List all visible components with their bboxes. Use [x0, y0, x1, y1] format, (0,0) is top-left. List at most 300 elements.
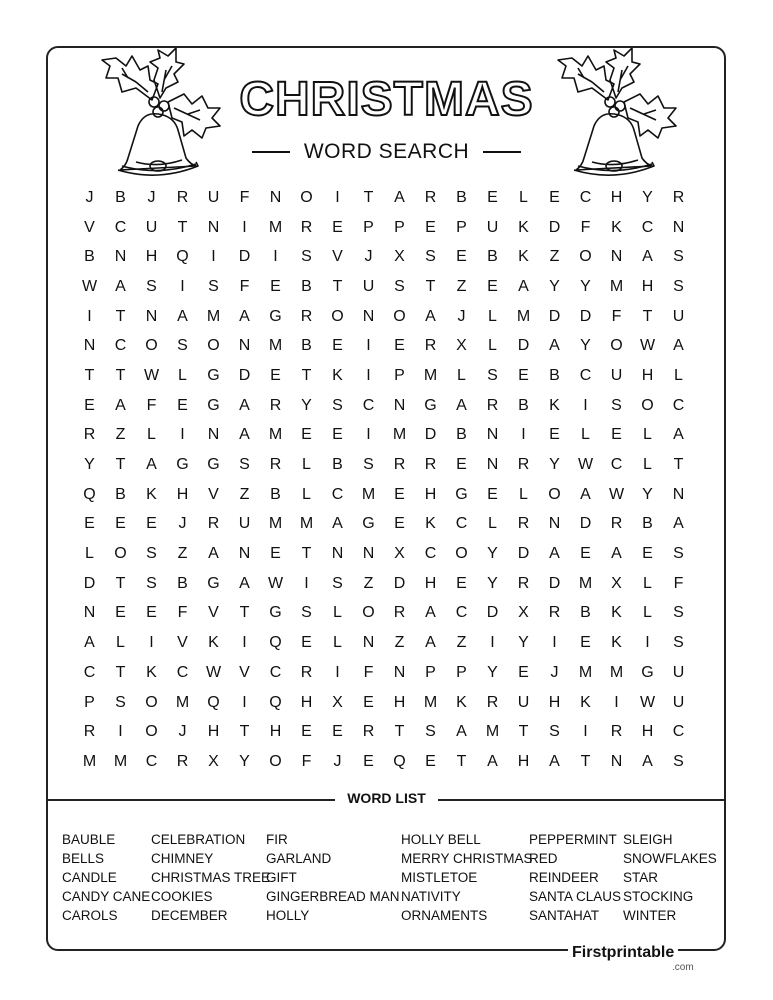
grid-letter: Y — [239, 752, 250, 770]
grid-letter: E — [425, 752, 436, 770]
grid-letter: T — [642, 307, 653, 325]
grid-letter: R — [362, 723, 375, 741]
grid-letter: I — [335, 188, 340, 206]
grid-letter: I — [614, 693, 619, 711]
grid-letter: A — [425, 604, 436, 622]
word-list-item: GARLAND — [266, 851, 332, 866]
grid-letter: T — [363, 188, 374, 206]
grid-letter: C — [269, 663, 282, 681]
grid-letter: K — [456, 693, 467, 711]
word-list-item: FIR — [266, 832, 288, 847]
grid-letter: C — [641, 218, 654, 236]
grid-letter: M — [361, 485, 376, 503]
grid-letter: K — [208, 634, 219, 652]
grid-letter: L — [643, 604, 652, 622]
grid-letter: C — [114, 218, 127, 236]
word-list-item: CANDLE — [62, 870, 117, 885]
grid-letter: B — [332, 456, 343, 474]
grid-letter: T — [456, 752, 467, 770]
grid-letter: I — [490, 634, 495, 652]
grid-letter: O — [207, 337, 220, 355]
grid-letter: I — [242, 693, 247, 711]
grid-letter: R — [610, 723, 623, 741]
grid-letter: F — [239, 188, 250, 206]
grid-letter: C — [362, 396, 375, 414]
grid-letter: P — [425, 663, 436, 681]
grid-letter: P — [456, 218, 467, 236]
grid-letter: L — [147, 426, 156, 444]
brand-logo: Firstprintable — [568, 944, 678, 962]
grid-letter: K — [518, 248, 529, 266]
grid-letter: Y — [549, 277, 560, 295]
grid-letter: C — [579, 188, 592, 206]
grid-letter: J — [364, 248, 373, 266]
word-list-item: SNOWFLAKES — [623, 851, 717, 866]
grid-letter: D — [517, 337, 530, 355]
grid-letter: N — [207, 426, 220, 444]
grid-letter: Z — [239, 485, 250, 503]
grid-letter: R — [486, 396, 499, 414]
grid-letter: R — [176, 752, 189, 770]
grid-letter: O — [145, 693, 158, 711]
grid-letter: P — [363, 218, 374, 236]
grid-letter: O — [362, 604, 375, 622]
grid-letter: L — [302, 456, 311, 474]
word-list-column — [529, 830, 621, 925]
grid-letter: E — [301, 723, 312, 741]
grid-letter: X — [518, 604, 529, 622]
grid-letter: W — [639, 693, 656, 711]
grid-letter: U — [672, 307, 685, 325]
grid-letter: F — [363, 663, 374, 681]
grid-letter: R — [83, 723, 96, 741]
grid-letter: C — [672, 396, 685, 414]
grid-letter: Y — [84, 456, 95, 474]
grid-letter: A — [239, 307, 250, 325]
grid-letter: I — [242, 634, 247, 652]
grid-letter: S — [208, 277, 219, 295]
grid-letter: H — [610, 188, 623, 206]
grid-letter: J — [147, 188, 156, 206]
grid-letter: T — [239, 723, 250, 741]
grid-letter: S — [301, 248, 312, 266]
word-list-item: SANTAHAT — [529, 908, 600, 923]
grid-letter: E — [270, 545, 281, 563]
letter-grid — [74, 183, 694, 777]
grid-letter: Y — [518, 634, 529, 652]
grid-letter: S — [425, 723, 436, 741]
word-list-column — [266, 830, 400, 925]
grid-letter: M — [609, 277, 624, 295]
grid-letter: I — [304, 574, 309, 592]
grid-letter: L — [302, 485, 311, 503]
grid-letter: X — [456, 337, 467, 355]
grid-letter: B — [301, 277, 312, 295]
grid-letter: M — [609, 663, 624, 681]
grid-letter: C — [455, 604, 468, 622]
grid-letter: E — [394, 485, 405, 503]
grid-letter: S — [673, 545, 684, 563]
grid-letter: J — [85, 188, 94, 206]
grid-letter: E — [363, 752, 374, 770]
grid-letter: Y — [487, 574, 498, 592]
grid-letter: I — [242, 218, 247, 236]
grid-letter: S — [146, 574, 157, 592]
grid-letter: R — [83, 426, 96, 444]
grid-letter: E — [518, 663, 529, 681]
grid-letter: K — [611, 634, 622, 652]
grid-letter: E — [394, 337, 405, 355]
grid-letter: K — [611, 218, 622, 236]
grid-letter: H — [641, 723, 654, 741]
grid-letter: E — [115, 604, 126, 622]
grid-letter: Y — [487, 663, 498, 681]
grid-letter: O — [393, 307, 406, 325]
grid-letter: E — [549, 188, 560, 206]
grid-letter: U — [238, 515, 251, 533]
grid-letter: L — [643, 426, 652, 444]
grid-letter: U — [517, 693, 530, 711]
grid-letter: S — [115, 693, 126, 711]
grid-letter: M — [423, 693, 438, 711]
word-list-item: CELEBRATION — [151, 832, 246, 847]
grid-letter: A — [673, 515, 684, 533]
grid-letter: A — [456, 396, 467, 414]
grid-letter: M — [485, 723, 500, 741]
grid-letter: G — [455, 485, 468, 503]
grid-letter: D — [238, 366, 251, 384]
grid-letter: R — [269, 456, 282, 474]
divider — [48, 799, 340, 801]
grid-letter: N — [238, 337, 251, 355]
grid-letter: R — [672, 188, 685, 206]
grid-letter: D — [579, 307, 592, 325]
grid-letter: E — [301, 426, 312, 444]
grid-letter: L — [488, 337, 497, 355]
grid-letter: U — [672, 663, 685, 681]
grid-letter: W — [577, 456, 594, 474]
grid-letter: I — [583, 396, 588, 414]
grid-letter: G — [269, 604, 282, 622]
grid-letter: F — [146, 396, 157, 414]
grid-letter: B — [518, 396, 529, 414]
word-list-item: ORNAMENTS — [401, 908, 488, 923]
grid-letter: X — [208, 752, 219, 770]
grid-letter: R — [517, 515, 530, 533]
grid-letter: E — [146, 515, 157, 533]
grid-letter: E — [518, 366, 529, 384]
grid-letter: V — [84, 218, 95, 236]
grid-letter: M — [268, 218, 283, 236]
grid-letter: D — [579, 515, 592, 533]
grid-letter: N — [331, 545, 344, 563]
grid-letter: S — [673, 752, 684, 770]
grid-letter: L — [643, 456, 652, 474]
grid-letter: N — [362, 634, 375, 652]
grid-letter: L — [643, 574, 652, 592]
grid-letter: J — [178, 723, 187, 741]
grid-letter: S — [611, 396, 622, 414]
grid-letter: N — [362, 307, 375, 325]
grid-letter: B — [115, 188, 126, 206]
grid-letter: N — [362, 545, 375, 563]
grid-letter: B — [456, 188, 467, 206]
grid-letter: N — [672, 485, 685, 503]
grid-letter: M — [82, 752, 97, 770]
grid-letter: L — [488, 307, 497, 325]
grid-letter: X — [394, 545, 405, 563]
grid-letter: M — [516, 307, 531, 325]
grid-letter: G — [176, 456, 189, 474]
grid-letter: E — [363, 693, 374, 711]
grid-letter: E — [332, 426, 343, 444]
grid-letter: M — [299, 515, 314, 533]
grid-letter: R — [610, 515, 623, 533]
word-list-column — [623, 830, 717, 925]
grid-letter: E — [611, 426, 622, 444]
grid-letter: C — [424, 545, 437, 563]
grid-letter: M — [268, 337, 283, 355]
grid-letter: S — [394, 277, 405, 295]
grid-letter: E — [270, 366, 281, 384]
grid-letter: S — [487, 366, 498, 384]
grid-letter: A — [611, 545, 622, 563]
grid-letter: N — [393, 396, 406, 414]
grid-letter: I — [273, 248, 278, 266]
grid-letter: U — [486, 218, 499, 236]
divider — [483, 151, 521, 153]
grid-letter: E — [549, 426, 560, 444]
grid-letter: I — [521, 426, 526, 444]
word-list-item: MERRY CHRISTMAS — [401, 851, 533, 866]
grid-letter: I — [149, 634, 154, 652]
grid-letter: O — [548, 485, 561, 503]
word-list-item: STAR — [623, 870, 659, 885]
grid-letter: I — [180, 277, 185, 295]
grid-letter: A — [425, 634, 436, 652]
grid-letter: L — [85, 545, 94, 563]
grid-letter: A — [456, 723, 467, 741]
grid-letter: H — [517, 752, 530, 770]
grid-letter: O — [579, 248, 592, 266]
grid-letter: W — [608, 485, 625, 503]
grid-letter: N — [486, 426, 499, 444]
grid-letter: K — [425, 515, 436, 533]
grid-letter: S — [332, 574, 343, 592]
grid-letter: Q — [393, 752, 406, 770]
grid-letter: R — [300, 218, 313, 236]
grid-letter: M — [113, 752, 128, 770]
grid-letter: N — [610, 248, 623, 266]
grid-letter: E — [580, 545, 591, 563]
grid-letter: Z — [549, 248, 560, 266]
word-list-item: PEPPERMINT — [529, 832, 617, 847]
grid-letter: E — [301, 634, 312, 652]
grid-letter: Z — [456, 277, 467, 295]
grid-letter: A — [673, 337, 684, 355]
word-list-column — [62, 830, 150, 925]
grid-letter: O — [610, 337, 623, 355]
grid-letter: C — [579, 366, 592, 384]
grid-letter: W — [267, 574, 284, 592]
grid-letter: B — [115, 485, 126, 503]
grid-letter: E — [332, 723, 343, 741]
grid-letter: R — [393, 604, 406, 622]
grid-letter: Y — [580, 337, 591, 355]
grid-letter: C — [114, 337, 127, 355]
grid-letter: A — [239, 426, 250, 444]
grid-letter: R — [517, 456, 530, 474]
grid-letter: V — [208, 485, 219, 503]
grid-letter: D — [424, 426, 437, 444]
grid-letter: Z — [363, 574, 374, 592]
grid-letter: B — [84, 248, 95, 266]
grid-letter: V — [177, 634, 188, 652]
grid-letter: P — [394, 366, 405, 384]
grid-letter: T — [115, 663, 126, 681]
word-list-item: CAROLS — [62, 908, 118, 923]
grid-letter: C — [455, 515, 468, 533]
grid-letter: S — [549, 723, 560, 741]
grid-letter: H — [641, 277, 654, 295]
grid-letter: D — [238, 248, 251, 266]
divider — [432, 799, 724, 801]
word-list-item: COOKIES — [151, 889, 213, 904]
word-list-item: MISTLETOE — [401, 870, 478, 885]
grid-letter: T — [673, 456, 684, 474]
grid-letter: J — [333, 752, 342, 770]
grid-letter: T — [115, 574, 126, 592]
grid-letter: C — [672, 723, 685, 741]
grid-letter: N — [548, 515, 561, 533]
grid-letter: E — [425, 218, 436, 236]
grid-letter: N — [269, 188, 282, 206]
grid-letter: F — [301, 752, 312, 770]
grid-letter: S — [363, 456, 374, 474]
grid-letter: A — [208, 545, 219, 563]
grid-letter: L — [519, 485, 528, 503]
word-list-item: RED — [529, 851, 558, 866]
word-list-item: GIFT — [266, 870, 297, 885]
grid-letter: I — [583, 723, 588, 741]
word-list-item: SLEIGH — [623, 832, 673, 847]
grid-letter: P — [394, 218, 405, 236]
grid-letter: B — [580, 604, 591, 622]
grid-letter: B — [456, 426, 467, 444]
word-list-item: DECEMBER — [151, 908, 228, 923]
grid-letter: Z — [394, 634, 405, 652]
grid-letter: O — [269, 752, 282, 770]
word-list-column — [151, 830, 270, 925]
grid-letter: L — [519, 188, 528, 206]
grid-letter: F — [580, 218, 591, 236]
grid-letter: B — [177, 574, 188, 592]
grid-letter: I — [366, 366, 371, 384]
grid-letter: M — [268, 515, 283, 533]
grid-letter: Q — [269, 693, 282, 711]
grid-letter: W — [143, 366, 160, 384]
grid-letter: E — [177, 396, 188, 414]
word-list-item: WINTER — [623, 908, 677, 923]
grid-letter: A — [332, 515, 343, 533]
grid-letter: L — [178, 366, 187, 384]
grid-letter: S — [673, 604, 684, 622]
grid-letter: N — [486, 456, 499, 474]
word-list-item: BAUBLE — [62, 832, 116, 847]
grid-letter: N — [83, 604, 96, 622]
grid-letter: T — [115, 366, 126, 384]
word-list-item: CHRISTMAS TREE — [151, 870, 271, 885]
grid-letter: S — [239, 456, 250, 474]
word-list-column — [401, 830, 533, 925]
grid-letter: D — [517, 545, 530, 563]
grid-letter: I — [180, 426, 185, 444]
grid-letter: C — [610, 456, 623, 474]
grid-letter: K — [580, 693, 591, 711]
grid-letter: O — [455, 545, 468, 563]
word-list-item: BELLS — [62, 851, 105, 866]
grid-letter: H — [207, 723, 220, 741]
grid-letter: Z — [456, 634, 467, 652]
grid-letter: B — [301, 337, 312, 355]
word-list-item: SANTA CLAUS — [529, 889, 622, 904]
grid-letter: Y — [549, 456, 560, 474]
grid-letter: J — [457, 307, 466, 325]
grid-letter: S — [301, 604, 312, 622]
grid-letter: L — [457, 366, 466, 384]
grid-letter: N — [83, 337, 96, 355]
grid-letter: M — [175, 693, 190, 711]
grid-letter: A — [642, 752, 653, 770]
grid-letter: L — [581, 426, 590, 444]
grid-letter: D — [83, 574, 96, 592]
grid-letter: Z — [177, 545, 188, 563]
grid-letter: T — [301, 366, 312, 384]
word-list-item: REINDEER — [529, 870, 599, 885]
grid-letter: S — [332, 396, 343, 414]
grid-letter: F — [239, 277, 250, 295]
grid-letter: S — [673, 634, 684, 652]
grid-letter: A — [425, 307, 436, 325]
grid-letter: R — [424, 337, 437, 355]
grid-letter: C — [145, 752, 158, 770]
grid-letter: V — [332, 248, 343, 266]
grid-letter: E — [456, 248, 467, 266]
word-list-item: GINGERBREAD MAN — [266, 889, 400, 904]
grid-letter: A — [146, 456, 157, 474]
grid-letter: K — [332, 366, 343, 384]
grid-letter: T — [239, 604, 250, 622]
grid-letter: T — [301, 545, 312, 563]
grid-letter: W — [81, 277, 98, 295]
grid-letter: R — [207, 515, 220, 533]
grid-letter: L — [116, 634, 125, 652]
grid-letter: E — [642, 545, 653, 563]
grid-letter: S — [146, 277, 157, 295]
grid-letter: Q — [269, 634, 282, 652]
word-list-item: CHIMNEY — [151, 851, 214, 866]
grid-letter: G — [269, 307, 282, 325]
grid-letter: Z — [115, 426, 126, 444]
grid-letter: H — [176, 485, 189, 503]
grid-letter: E — [146, 604, 157, 622]
word-list-item: NATIVITY — [401, 889, 461, 904]
grid-letter: P — [84, 693, 95, 711]
grid-letter: E — [84, 396, 95, 414]
grid-letter: K — [611, 604, 622, 622]
grid-letter: T — [394, 723, 405, 741]
grid-letter: I — [645, 634, 650, 652]
